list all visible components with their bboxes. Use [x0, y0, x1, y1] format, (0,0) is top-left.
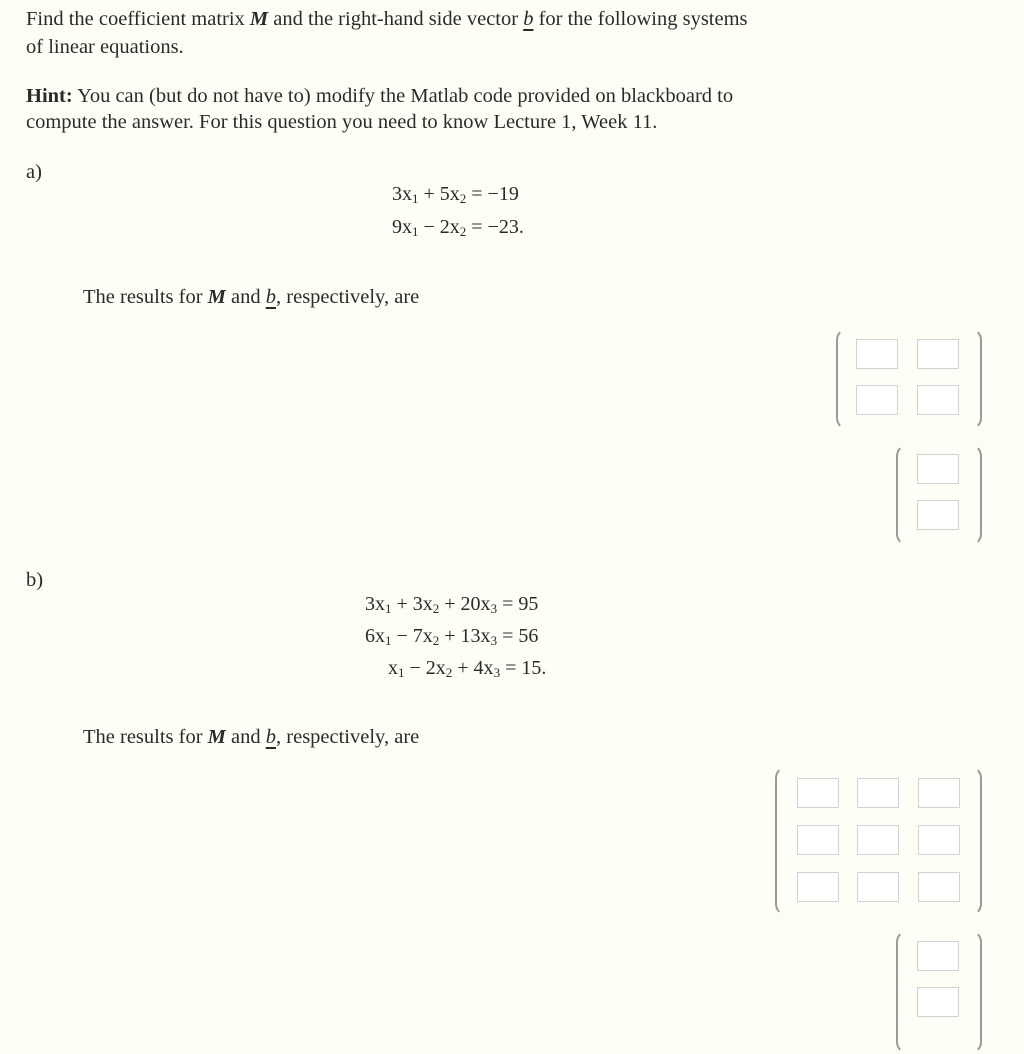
eq-subscript: 1	[398, 665, 405, 680]
eq-term: 3x	[392, 183, 412, 205]
left-bracket	[836, 328, 848, 430]
eq-subscript: 2	[432, 633, 440, 648]
intro-text-mid: and the right-hand side vector	[268, 8, 524, 30]
vector-cell-input[interactable]	[917, 454, 959, 484]
result-text: The results for	[83, 286, 208, 308]
eq-term: − 7x	[391, 625, 433, 647]
eq-term: + 5x	[418, 183, 460, 205]
part-b-equation-3	[388, 652, 546, 689]
eq-subscript: 1	[385, 601, 392, 616]
result-text: The results for	[83, 726, 208, 748]
matrix-cell-input[interactable]	[857, 825, 899, 855]
eq-term: − 2x	[404, 657, 446, 679]
part-a-label: a)	[26, 161, 42, 183]
vector-symbol: b	[523, 8, 534, 30]
right-bracket	[970, 444, 982, 546]
eq-rhs: = −19	[466, 183, 519, 205]
eq-term: + 13x	[439, 625, 491, 647]
intro-text-post: for the following systems	[533, 8, 748, 30]
hint-text: You can (but do not have to) modify the Matlab code provided on blackboard to	[72, 85, 734, 107]
matrix-cell-input[interactable]	[857, 872, 899, 902]
eq-subscript: 2	[459, 191, 467, 206]
eq-subscript: 1	[412, 224, 419, 239]
left-bracket	[896, 930, 908, 1054]
eq-subscript: 3	[493, 665, 501, 680]
eq-subscript: 1	[412, 191, 419, 206]
matrix-cell-input[interactable]	[918, 778, 960, 808]
eq-subscript: 2	[445, 665, 453, 680]
eq-term: x	[388, 657, 398, 679]
part-a-equation-2	[392, 211, 524, 248]
eq-term: 3x	[365, 593, 385, 615]
eq-rhs: = 95	[497, 593, 539, 615]
matrix-cell-input[interactable]	[917, 385, 959, 415]
matrix-cell-input[interactable]	[917, 339, 959, 369]
eq-subscript: 3	[490, 633, 498, 648]
eq-rhs: = 56	[497, 625, 539, 647]
vector-symbol: b	[265, 286, 277, 308]
vector-symbol: b	[265, 726, 277, 748]
eq-term: + 4x	[452, 657, 494, 679]
matrix-cell-input[interactable]	[918, 872, 960, 902]
matrix-symbol: M	[207, 726, 226, 748]
eq-subscript: 2	[432, 601, 440, 616]
hint-label: Hint:	[26, 85, 73, 107]
eq-term: + 3x	[391, 593, 433, 615]
result-text-and: and	[225, 726, 266, 748]
eq-term: + 20x	[439, 593, 491, 615]
matrix-cell-input[interactable]	[918, 825, 960, 855]
question-text-line-2: of linear equations.	[26, 36, 184, 58]
part-b-label: b)	[26, 569, 44, 591]
matrix-cell-input[interactable]	[856, 339, 898, 369]
matrix-cell-input[interactable]	[797, 872, 839, 902]
eq-rhs: = 15.	[500, 657, 547, 679]
matrix-cell-input[interactable]	[797, 778, 839, 808]
eq-term: 9x	[392, 216, 412, 238]
eq-subscript: 3	[490, 601, 498, 616]
eq-subscript: 1	[385, 633, 392, 648]
question-text-line-1	[26, 5, 748, 33]
matrix-symbol: M	[207, 286, 226, 308]
eq-term: 6x	[365, 625, 385, 647]
matrix-symbol: M	[249, 8, 269, 30]
hint-line-2: compute the answer. For this question you need to know Lecture 1, Week 11.	[26, 111, 658, 133]
part-b-result-text	[83, 723, 419, 751]
result-text-post: , respectively, are	[276, 286, 420, 308]
right-bracket	[970, 930, 982, 1054]
part-a-equation-1	[392, 178, 519, 215]
eq-rhs: = −23.	[466, 216, 524, 238]
vector-cell-input[interactable]	[917, 500, 959, 530]
right-bracket	[970, 328, 982, 430]
matrix-cell-input[interactable]	[856, 385, 898, 415]
left-bracket	[775, 766, 787, 916]
part-a-result-text	[83, 283, 419, 311]
eq-term: − 2x	[418, 216, 460, 238]
result-text-and: and	[225, 286, 266, 308]
eq-subscript: 2	[459, 224, 467, 239]
right-bracket	[970, 766, 982, 916]
vector-cell-input[interactable]	[917, 941, 959, 971]
matrix-cell-input[interactable]	[797, 825, 839, 855]
left-bracket	[896, 444, 908, 546]
result-text-post: , respectively, are	[276, 726, 420, 748]
intro-text: Find the coefficient matrix	[26, 8, 250, 30]
matrix-cell-input[interactable]	[857, 778, 899, 808]
hint-line-1	[26, 82, 733, 110]
